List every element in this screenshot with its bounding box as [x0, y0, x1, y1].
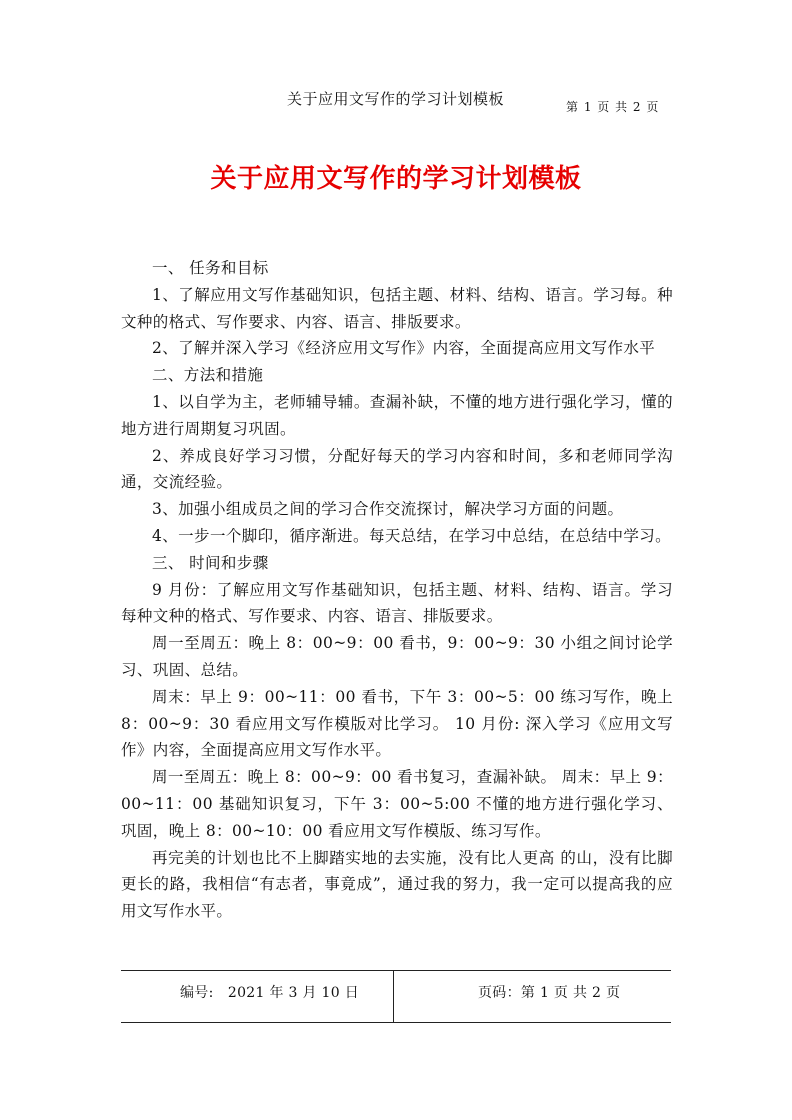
- paragraph: 周一至周五：晚上 8：00~9：00 看书复习，查漏补缺。 周末：早上 9：00~11：00 基础知识复习，下午 3：00~5:00 不懂的地方进行强化学习、巩固，晚上 8：00~10：00 看应用文写作模版、练习写作。: [121, 768, 673, 840]
- section-heading-2: 二、方法和措施: [152, 366, 264, 385]
- paragraph: 1、以自学为主，老师辅导辅。查漏补缺，不懂的地方进行强化学习，懂的地方进行周期复习巩固。: [121, 392, 673, 438]
- footer-number-label: 编号:: [180, 985, 214, 1001]
- paragraph: 再完美的计划也比不上脚踏实地的去实施，没有比人更高 的山，没有比脚更长的路，我相信“有志者，事竟成”，通过我的努力，我一定可以提高我的应用文写作水平。: [121, 848, 673, 921]
- footer-divider: [393, 970, 394, 1022]
- footer-page-code: 页码：第 1 页 共 2 页: [478, 985, 621, 1001]
- paragraph: 3、加强小组成员之间的学习合作交流探讨，解决学习方面的问题。: [152, 500, 624, 519]
- footer-bottom-rule: [121, 1022, 671, 1023]
- paragraph: 4、一步一个脚印，循序渐进。每天总结，在学习中总结，在总结中学习。: [152, 526, 672, 545]
- header-title: 关于应用文写作的学习计划模板: [287, 90, 505, 108]
- footer-top-rule: [121, 970, 671, 971]
- paragraph: 周末：早上 9：00~11：00 看书，下午 3：00~5：00 练习写作，晚上 8：00~9：30 看应用文写作模版对比学习。 10 月份: 深入学习《应用文写作》内容，全面提高应用文写作水平。: [121, 687, 673, 760]
- paragraph: 2、了解并深入学习《经济应用文写作》内容，全面提高应用文写作水平: [152, 339, 656, 358]
- paragraph: 9 月份：了解应用文写作基础知识，包括主题、材料、结构、语言。学习每种文种的格式、写作要求、内容、语言、排版要求。: [121, 580, 673, 626]
- footer-number: [180, 982, 359, 1002]
- footer-date: 2021 年 3 月 10 日: [227, 985, 359, 1001]
- document-title: 关于应用文写作的学习计划模板: [210, 164, 582, 194]
- paragraph: 2、养成良好学习习惯，分配好每天的学习内容和时间，多和老师同学沟通，交流经验。: [121, 446, 673, 492]
- document-body: [121, 255, 673, 925]
- paragraph: 周一至周五：晚上 8：00~9：00 看书，9：00~9：30 小组之间讨论学习、巩固、总结。: [121, 634, 673, 679]
- paragraph: 1、了解应用文写作基础知识，包括主题、材料、结构、语言。学习每。种文种的格式、写作要求、内容、语言、排版要求。: [121, 285, 673, 331]
- section-heading-3: 三、 时间和步骤: [152, 553, 269, 572]
- header-page-info: 第 1 页 共 2 页: [566, 100, 660, 114]
- section-heading-1: 一、 任务和目标: [152, 259, 269, 277]
